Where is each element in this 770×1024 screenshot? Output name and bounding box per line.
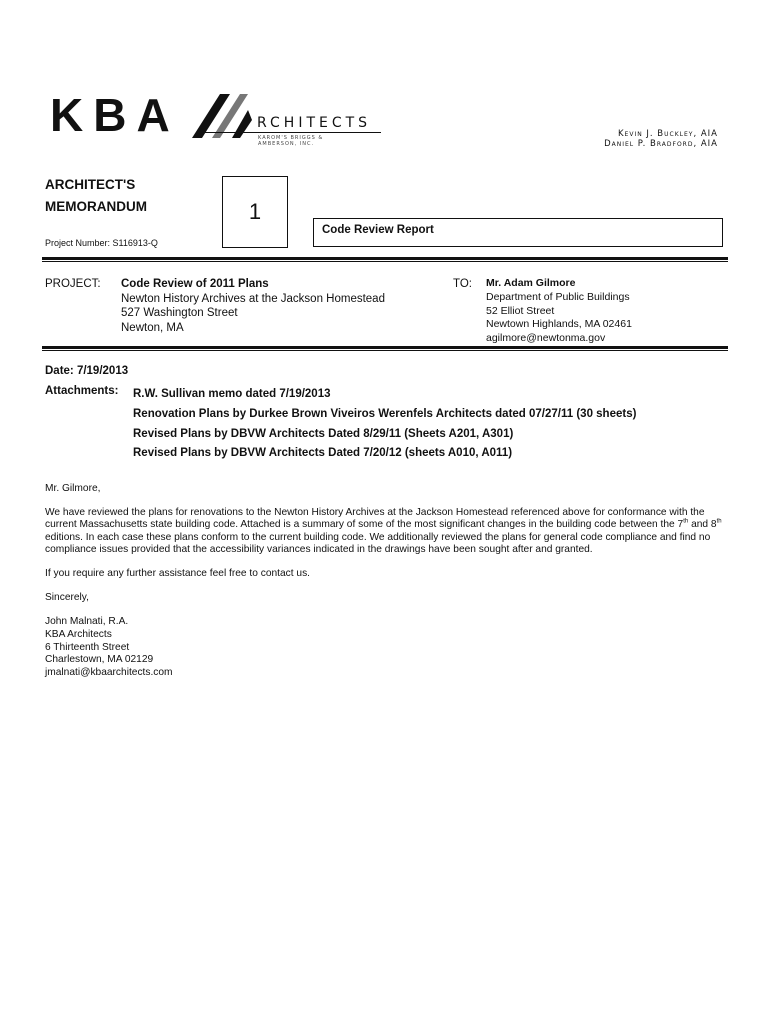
project-number: Project Number: S116913-Q [45,238,158,248]
project-details [121,277,385,335]
project-line: Newton History Archives at the Jackson Homestead [121,292,385,305]
project-label: PROJECT: [45,278,101,290]
section-divider [42,346,728,349]
signature-line: KBA Architects [45,629,112,641]
project-name: Code Review of 2011 Plans [121,278,269,290]
recipient-line: Department of Public Buildings [486,290,630,303]
logo-kba-text: KBA [50,89,180,141]
project-line: Newton, MA [121,321,184,334]
project-line: 527 Washington Street [121,307,238,319]
closing: Sincerely, [45,592,89,604]
company-logo [50,89,372,150]
attachment-item: R.W. Sullivan memo dated 7/19/2013 [133,388,331,400]
salutation: Mr. Gilmore, [45,483,101,494]
attachments-label: Attachments: [45,385,119,397]
section-divider-thin [42,350,728,351]
memo-body [45,483,735,679]
recipient-email: agilmore@newtonma.gov [486,332,606,345]
attachment-item: Revised Plans by DBVW Architects Dated 7/20/12 (sheets A010, A011) [133,447,513,460]
header-divider-thin [42,261,728,262]
memo-number-box: 1 [222,176,288,248]
signature-block [45,616,735,679]
attachment-item: Revised Plans by DBVW Architects Dated 8/29/11 (Sheets A201, A301) [133,427,514,440]
logo-architects-text: RCHITECTS [257,115,372,131]
principal-name: Kevin J. Buckley, AIA [617,129,718,139]
memo-subject-box: Code Review Report [313,218,723,247]
to-label: TO: [453,278,472,290]
signature-line: John Malnati, R.A. [45,616,129,628]
principals-list [604,129,718,149]
logo-subtitle: KAROM'S BRIGGS & AMBERSON, INC. [258,135,324,147]
signature-line: Charlestown, MA 02129 [45,654,154,666]
memo-date: Date: 7/19/2013 [45,365,129,377]
recipient-details [486,277,632,346]
attachments-list [133,385,636,464]
recipient-name: Mr. Adam Gilmore [486,277,576,289]
recipient-line: 52 Elliot Street [486,304,555,317]
principal-name: Daniel P. Bradford, AIA [604,139,718,149]
header-divider [42,257,728,260]
signature-email: jmalnati@kbaarchitects.com [45,666,173,678]
attachment-item: Renovation Plans by Durkee Brown Viveiros Werenfels Architects dated 07/27/11 (30 sheets) [133,407,637,420]
body-paragraph: We have reviewed the plans for renovations to the Newton History Archives at the Jackson Homestead referenced above for conformance with the current Massachusetts state building code. Attached is a summary of some of the most significant changes in the building code between the 7th and 8th editions. In each case these plans conform to the current building code. We additionally reviewed the plans for general code compliance and find no compliance issues provided that the accessibility variances indicated in the drawings have been sought after and granted. [45,507,722,555]
recipient-line: Newtown Highlands, MA 02461 [486,318,632,331]
signature-line: 6 Thirteenth Street [45,641,130,653]
memo-title-line2: MEMORANDUM [45,199,147,214]
logo-rule [203,132,381,133]
memo-title [45,174,147,218]
body-paragraph: If you require any further assistance feel free to contact us. [45,568,311,580]
memo-title-line1: ARCHITECT'S [45,177,136,192]
